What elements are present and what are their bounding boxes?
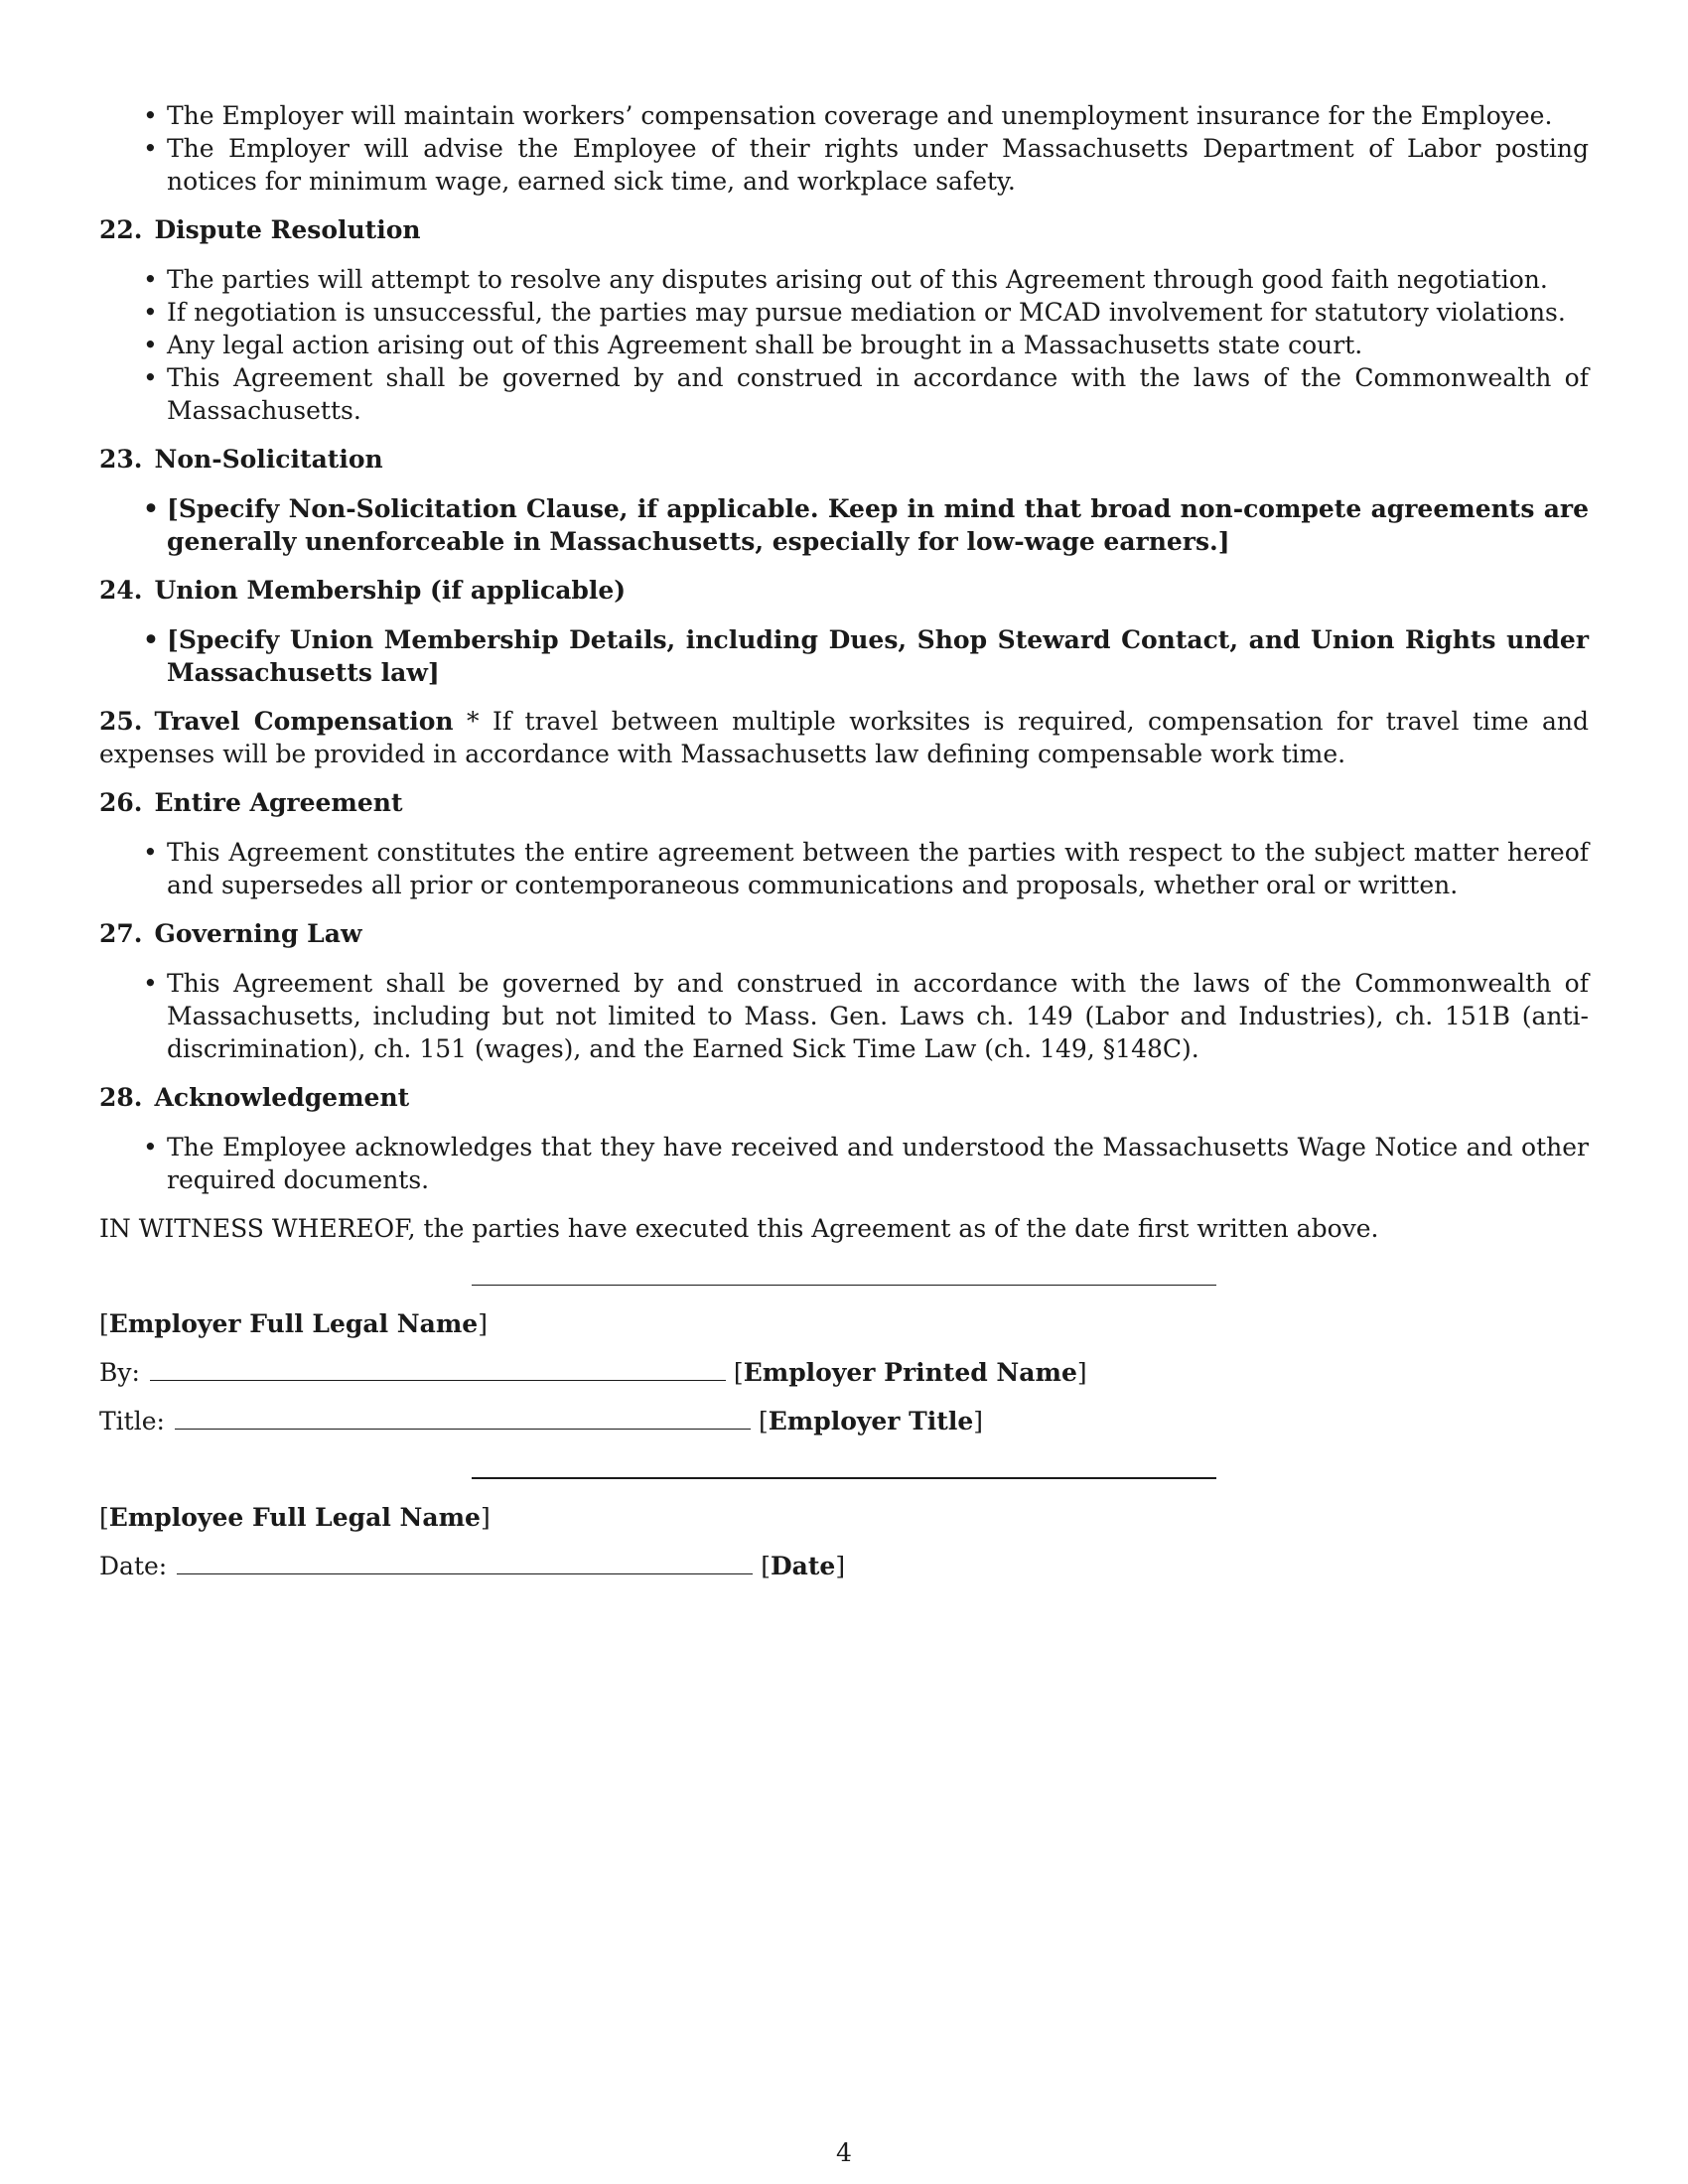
- list-item: • The parties will attempt to resolve any disputes arising out of this Agreement through good faith negotiation.: [99, 263, 1589, 296]
- by-field[interactable]: [150, 1358, 726, 1381]
- list-item: • The Employer will maintain workers’ compensation coverage and unemployment insurance for the Employee.: [99, 99, 1589, 132]
- page-number: 4: [836, 2138, 852, 2167]
- list-item: • [Specify Non-Solicitation Clause, if applicable. Keep in mind that broad non-compete agreements are generally unenforceable in Massachusetts, especially for low-wage earners.]: [99, 492, 1589, 558]
- section-number: 23.: [99, 445, 143, 474]
- section-title: Non-Solicitation: [154, 445, 383, 474]
- section-number: 28.: [99, 1083, 143, 1112]
- title-field[interactable]: [175, 1407, 751, 1430]
- list-item: • The Employer will advise the Employee of their rights under Massachusetts Department of Labor posting notices for minimum wage, earned sick time, and workplace safety.: [99, 132, 1589, 198]
- list-item: • If negotiation is unsuccessful, the parties may pursue mediation or MCAD involvement for statutory violations.: [99, 296, 1589, 329]
- employee-signature-block: [99, 1501, 1589, 1582]
- section-heading-24: [99, 574, 1589, 607]
- employee-name: [Employee Full Legal Name]: [99, 1503, 491, 1532]
- section-number: 27.: [99, 919, 143, 948]
- section-title: Union Membership (if applicable): [154, 576, 627, 605]
- section-title: Entire Agreement: [154, 788, 403, 817]
- employer-by-row: By: [Employer Printed Name]: [99, 1358, 1087, 1387]
- date-value: Date: [770, 1552, 836, 1580]
- list-item: • This Agreement constitutes the entire agreement between the parties with respect to the subject matter hereof and supersedes all prior or contemporaneous communications and proposals, whether oral or written.: [99, 836, 1589, 901]
- list-item: • This Agreement shall be governed by and construed in accordance with the laws of the Commonwealth of Massachusetts, including but not limited to Mass. Gen. Laws ch. 149 (Labor and Industries), ch. 151B (anti-discrimination), ch. 151 (wages), and the Earned Sick Time Law (ch. 149, §148C).: [99, 967, 1589, 1065]
- document-page: [99, 99, 1589, 1582]
- employer-name: [Employer Full Legal Name]: [99, 1309, 488, 1338]
- list-item: • [Specify Union Membership Details, including Dues, Shop Steward Contact, and Union Rights under Massachusetts law]: [99, 623, 1589, 689]
- section-number: 25.: [99, 707, 143, 736]
- section-number: 22.: [99, 215, 143, 244]
- date-field[interactable]: [177, 1552, 753, 1574]
- employer-printed-name: Employer Printed Name: [743, 1358, 1077, 1387]
- section-title: Acknowledgement: [154, 1083, 410, 1112]
- section-24-list: [99, 623, 1589, 689]
- section-23-list: [99, 492, 1589, 558]
- section-heading-23: [99, 443, 1589, 476]
- employee-date-row: Date: [Date]: [99, 1552, 846, 1580]
- employer-title-row: Title: [Employer Title]: [99, 1407, 983, 1435]
- section-26-list: [99, 836, 1589, 901]
- section-heading-28: [99, 1081, 1589, 1114]
- section-25-paragraph: [99, 705, 1589, 770]
- list-item: • The Employee acknowledges that they have received and understood the Massachusetts Wage Notice and other required documents.: [99, 1131, 1589, 1196]
- by-label: By:: [99, 1358, 140, 1387]
- section-title: Dispute Resolution: [154, 215, 421, 244]
- section-number: 26.: [99, 788, 143, 817]
- date-label: Date:: [99, 1552, 168, 1580]
- section-title: Governing Law: [154, 919, 362, 948]
- section-22-list: [99, 263, 1589, 427]
- list-item: • This Agreement shall be governed by and construed in accordance with the laws of the Commonwealth of Massachusetts.: [99, 361, 1589, 427]
- top-bullet-list: [99, 99, 1589, 198]
- section-heading-27: [99, 917, 1589, 950]
- employee-signature-line[interactable]: [472, 1477, 1216, 1479]
- section-27-list: [99, 967, 1589, 1065]
- title-label: Title:: [99, 1407, 165, 1435]
- section-title: Travel Compensation: [154, 707, 454, 736]
- employer-signature-block: [99, 1307, 1589, 1437]
- section-text: * If travel between multiple worksites is required, compensation for travel time and expenses will be provided in accordance with Massachusetts law defining compensable work time.: [99, 707, 1589, 768]
- section-heading-22: [99, 213, 1589, 246]
- list-item: • Any legal action arising out of this Agreement shall be brought in a Massachusetts state court.: [99, 329, 1589, 361]
- employer-title: Employer Title: [768, 1407, 974, 1435]
- section-number: 24.: [99, 576, 143, 605]
- employer-signature-line[interactable]: [472, 1285, 1216, 1286]
- witness-clause: IN WITNESS WHEREOF, the parties have executed this Agreement as of the date first written above.: [99, 1214, 1379, 1243]
- section-heading-26: [99, 786, 1589, 819]
- section-28-list: [99, 1131, 1589, 1196]
